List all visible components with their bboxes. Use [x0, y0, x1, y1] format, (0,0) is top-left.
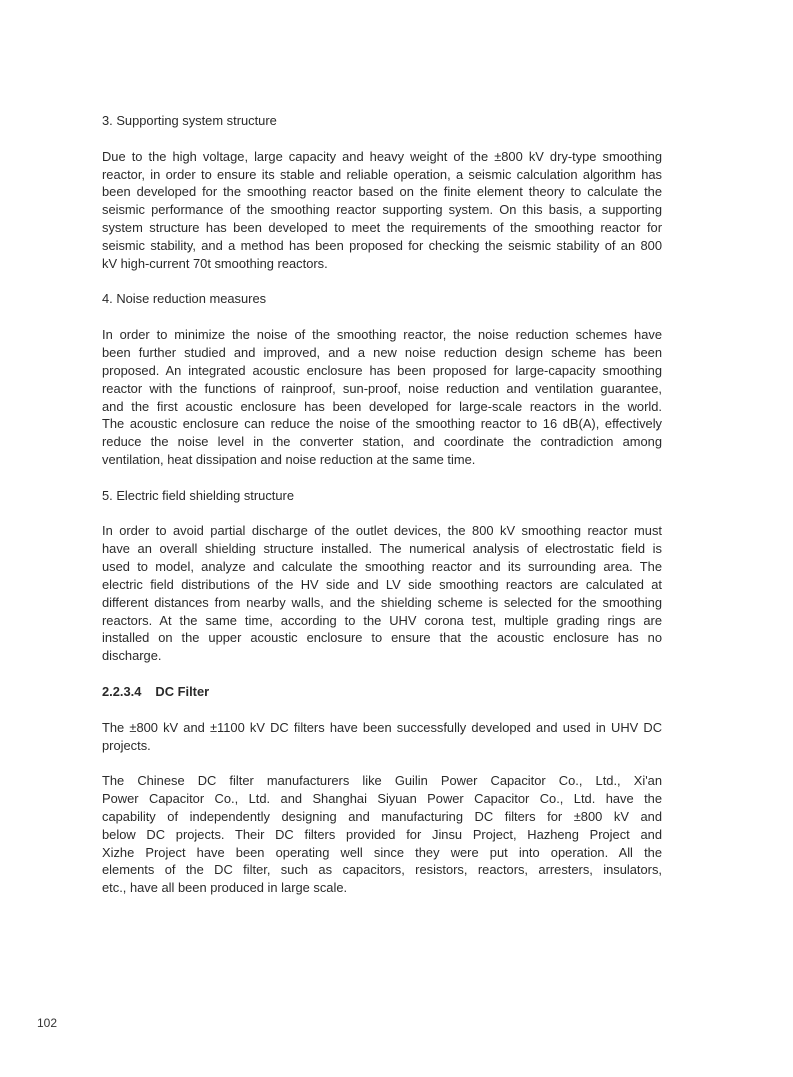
text-line: ventilation, heat dissipation and noise reduction at the same time. [102, 452, 476, 468]
text-line: proposed. An integrated acoustic enclosure has been proposed for large-capacity smoothing [102, 362, 662, 378]
text-line: The ±800 kV and ±1100 kV DC filters have been successfully developed and used in UHV DC [102, 719, 662, 735]
text-line: system structure has been developed to meet the requirements of the smoothing reactor for [102, 220, 662, 236]
text-line: seismic performance of the smoothing reactor supporting system. On this basis, a supporting [102, 202, 662, 218]
section-heading [102, 683, 662, 701]
text-line: kV high-current 70t smoothing reactors. [102, 255, 328, 271]
text-line: In order to avoid partial discharge of the outlet devices, the 800 kV smoothing reactor must [102, 523, 662, 539]
text-line: The Chinese DC filter manufacturers like Guilin Power Capacitor Co., Ltd., Xi'an [102, 773, 662, 789]
text-line: In order to minimize the noise of the smoothing reactor, the noise reduction schemes have [102, 327, 662, 343]
text-line: seismic stability, and a method has been proposed for checking the seismic stability of an 800 [102, 237, 662, 253]
text-line: used to model, analyze and calculate the smoothing reactor and its surrounding area. The [102, 559, 662, 575]
page-content [102, 112, 662, 915]
text-line: capability of independently designing and manufacturing DC filters for ±800 kV and [102, 808, 662, 824]
paragraph [102, 719, 662, 755]
text-line: reactor with the functions of rainproof, sun-proof, noise reduction and ventilation guarantee, [102, 380, 662, 396]
subsection-heading: 5. Electric field shielding structure [102, 487, 295, 503]
text-line: been developed for the smoothing reactor based on the finite element theory to calculate the [102, 184, 662, 200]
text-line: Xizhe Project have been operating well since they were put into operation. All the [102, 844, 662, 860]
text-line: reduce the noise level in the converter station, and coordinate the contradiction among [102, 434, 662, 450]
text-line: The acoustic enclosure can reduce the noise of the smoothing reactor to 16 dB(A), effectively [102, 416, 662, 432]
paragraph [102, 148, 662, 273]
text-line: elements of the DC filter, such as capacitors, resistors, reactors, arresters, insulators, [102, 862, 662, 878]
text-line: have an overall shielding structure installed. The numerical analysis of electrostatic field is [102, 541, 662, 557]
paragraph [102, 772, 662, 897]
text-line: Power Capacitor Co., Ltd. and Shanghai Siyuan Power Capacitor Co., Ltd. have the [102, 791, 662, 807]
section-title: DC Filter [155, 684, 210, 699]
paragraph [102, 326, 662, 469]
text-line: different distances from nearby walls, and the shielding scheme is selected for the smoothing [102, 594, 662, 610]
text-line: and the first acoustic enclosure has been developed for large-scale reactors in the world. [102, 398, 662, 414]
text-line: electric field distributions of the HV side and LV side smoothing reactors are calculated at [102, 576, 662, 592]
text-line: projects. [102, 737, 151, 753]
page-number: 102 [37, 1016, 58, 1030]
text-line: Due to the high voltage, large capacity and heavy weight of the ±800 kV dry-type smoothing [102, 148, 662, 164]
subsection-heading: 4. Noise reduction measures [102, 291, 267, 307]
text-line: discharge. [102, 648, 162, 664]
section-number: 2.2.3.4 [102, 684, 142, 699]
paragraph [102, 522, 662, 665]
subsection-heading: 3. Supporting system structure [102, 113, 277, 128]
text-line: below DC projects. Their DC filters provided for Jinsu Project, Hazheng Project and [102, 826, 662, 842]
text-line: installed on the upper acoustic enclosure to ensure that the acoustic enclosure has no [102, 630, 662, 646]
text-line: etc., have all been produced in large scale. [102, 880, 348, 896]
text-line: reactor, in order to ensure its stable and reliable operation, a seismic calculation algorithm has [102, 166, 662, 182]
text-line: been further studied and improved, and a new noise reduction design scheme has been [102, 344, 662, 360]
text-line: reactors. At the same time, according to the UHV corona test, multiple grading rings are [102, 612, 662, 628]
